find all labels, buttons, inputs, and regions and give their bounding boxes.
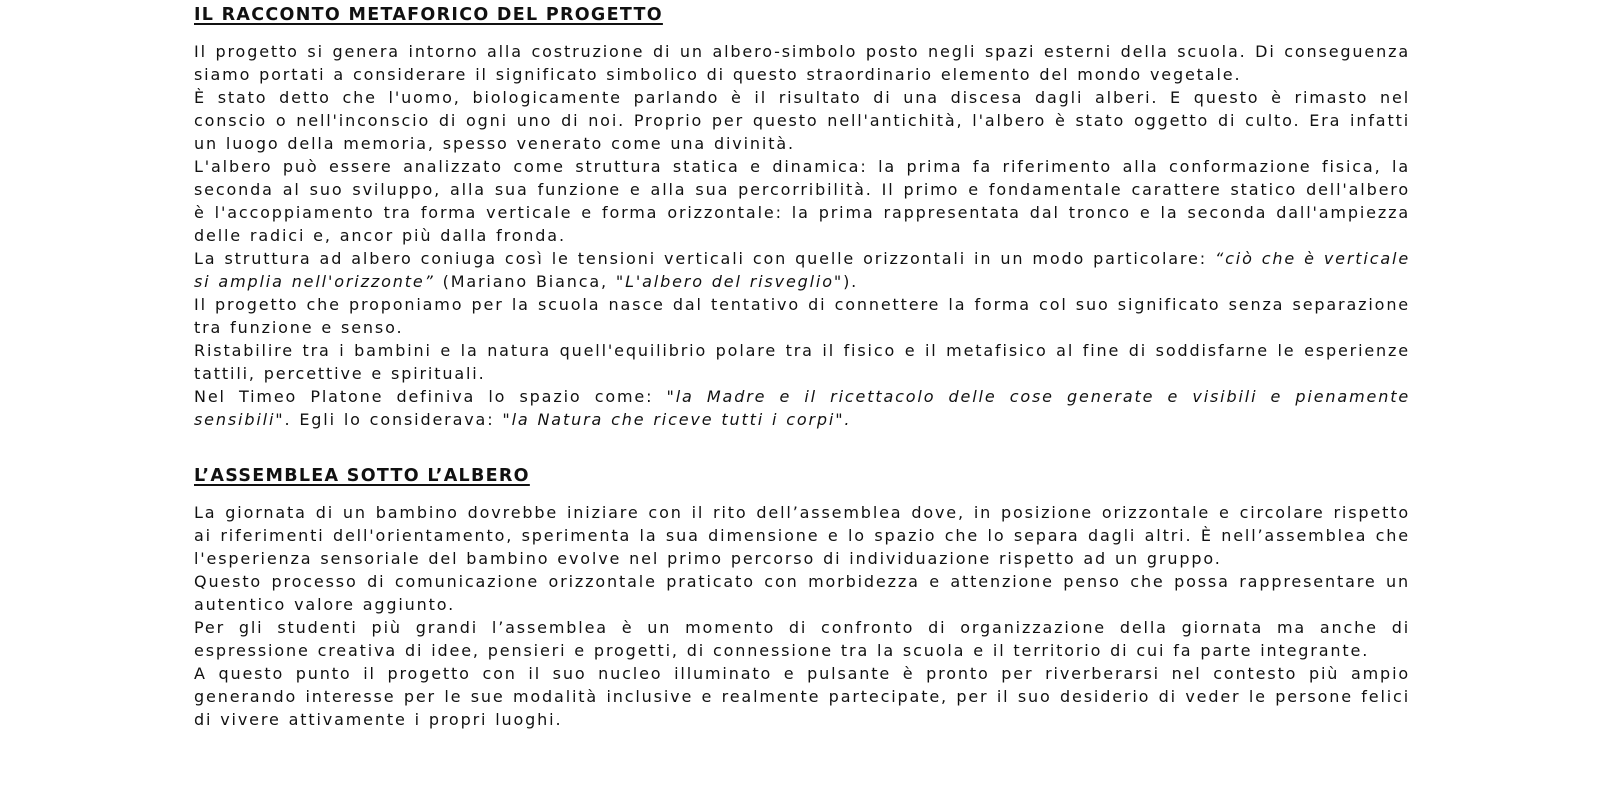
paragraph: Ristabilire tra i bambini e la natura quell'equilibrio polare tra il fisico e il metafisico al fine di soddisfarne le esperienze tattili, percettive e spirituali. [194,341,1410,383]
section-body-assemblea [194,501,1410,731]
quote: “ciò che è verticale si amplia nell'orizzonte” [194,249,1411,291]
paragraph: Per gli studenti più grandi l’assemblea è un momento di confronto di organizzazione della giornata ma anche di espressione creativa di idee, pensieri e progetti, di connessione tra la scuola e il territorio di cui fa parte integrante. [194,618,1410,660]
paragraph-with-quote [194,385,1410,431]
document-page [194,0,1410,731]
paragraph: Il progetto che proponiamo per la scuola nasce dal tentativo di connettere la forma col suo significato senza separazione tra funzione e senso. [194,295,1410,337]
paragraph-text: ). [843,272,859,291]
quote: "la Natura che riceve tutti i corpi". [502,410,852,429]
paragraph: Il progetto si genera intorno alla costruzione di un albero-simbolo posto negli spazi esterni della scuola. Di conseguenza siamo portati a considerare il significato simbolico di questo straordinario elemento del mondo vegetale. [194,42,1410,84]
section-title-assemblea: L’ASSEMBLEA SOTTO L’ALBERO [194,466,530,486]
section-body-racconto [194,40,1410,431]
quote: "la Madre e il ricettacolo delle cose generate e visibili e pienamente sensibili" [194,387,1411,429]
paragraph: L'albero può essere analizzato come struttura statica e dinamica: la prima fa riferimento alla conformazione fisica, la seconda al suo sviluppo, alla sua funzione e alla sua percorribilità. Il primo e fondamentale carattere statico dell'albero è l'accoppiamento tra forma verticale e forma orizzontale: la prima rappresentata dal tronco e la seconda dall'ampiezza delle radici e, ancor più dalla fronda. [194,157,1410,245]
paragraph: Questo processo di comunicazione orizzontale praticato con morbidezza e attenzione penso che possa rappresentare un autentico valore aggiunto. [194,572,1410,614]
paragraph-with-quote [194,247,1410,293]
paragraph: La giornata di un bambino dovrebbe iniziare con il rito dell’assemblea dove, in posizione orizzontale e circolare rispetto ai riferimenti dell'orientamento, sperimenta la sua dimensione e lo spazio che lo separa dagli altri. È nell’assemblea che l'esperienza sensoriale del bambino evolve nel primo percorso di individuazione rispetto ad un gruppo. [194,503,1410,568]
paragraph: A questo punto il progetto con il suo nucleo illuminato e pulsante è pronto per riverberarsi nel contesto più ampio generando interesse per le sue modalità inclusive e realmente partecipate, per il suo desiderio di veder le persone felici di vivere attivamente i propri luoghi. [194,664,1410,729]
paragraph-text: La struttura ad albero coniuga così le tensioni verticali con quelle orizzontali in un modo particolare: [194,249,1215,268]
paragraph-text: . Egli lo considerava: [284,410,503,429]
book-title: "L'albero del risveglio" [615,272,844,291]
paragraph: È stato detto che l'uomo, biologicamente parlando è il risultato di una discesa dagli alberi. E questo è rimasto nel conscio o nell'inconscio di ogni uno di noi. Proprio per questo nell'antichità, l'albero è stato oggetto di culto. Era infatti un luogo della memoria, spesso venerato come una divinità. [194,88,1410,153]
paragraph-text: (Mariano Bianca, [434,272,616,291]
section-title-racconto: IL RACCONTO METAFORICO DEL PROGETTO [194,5,663,25]
paragraph-text: Nel Timeo Platone definiva lo spazio come: [194,387,667,406]
